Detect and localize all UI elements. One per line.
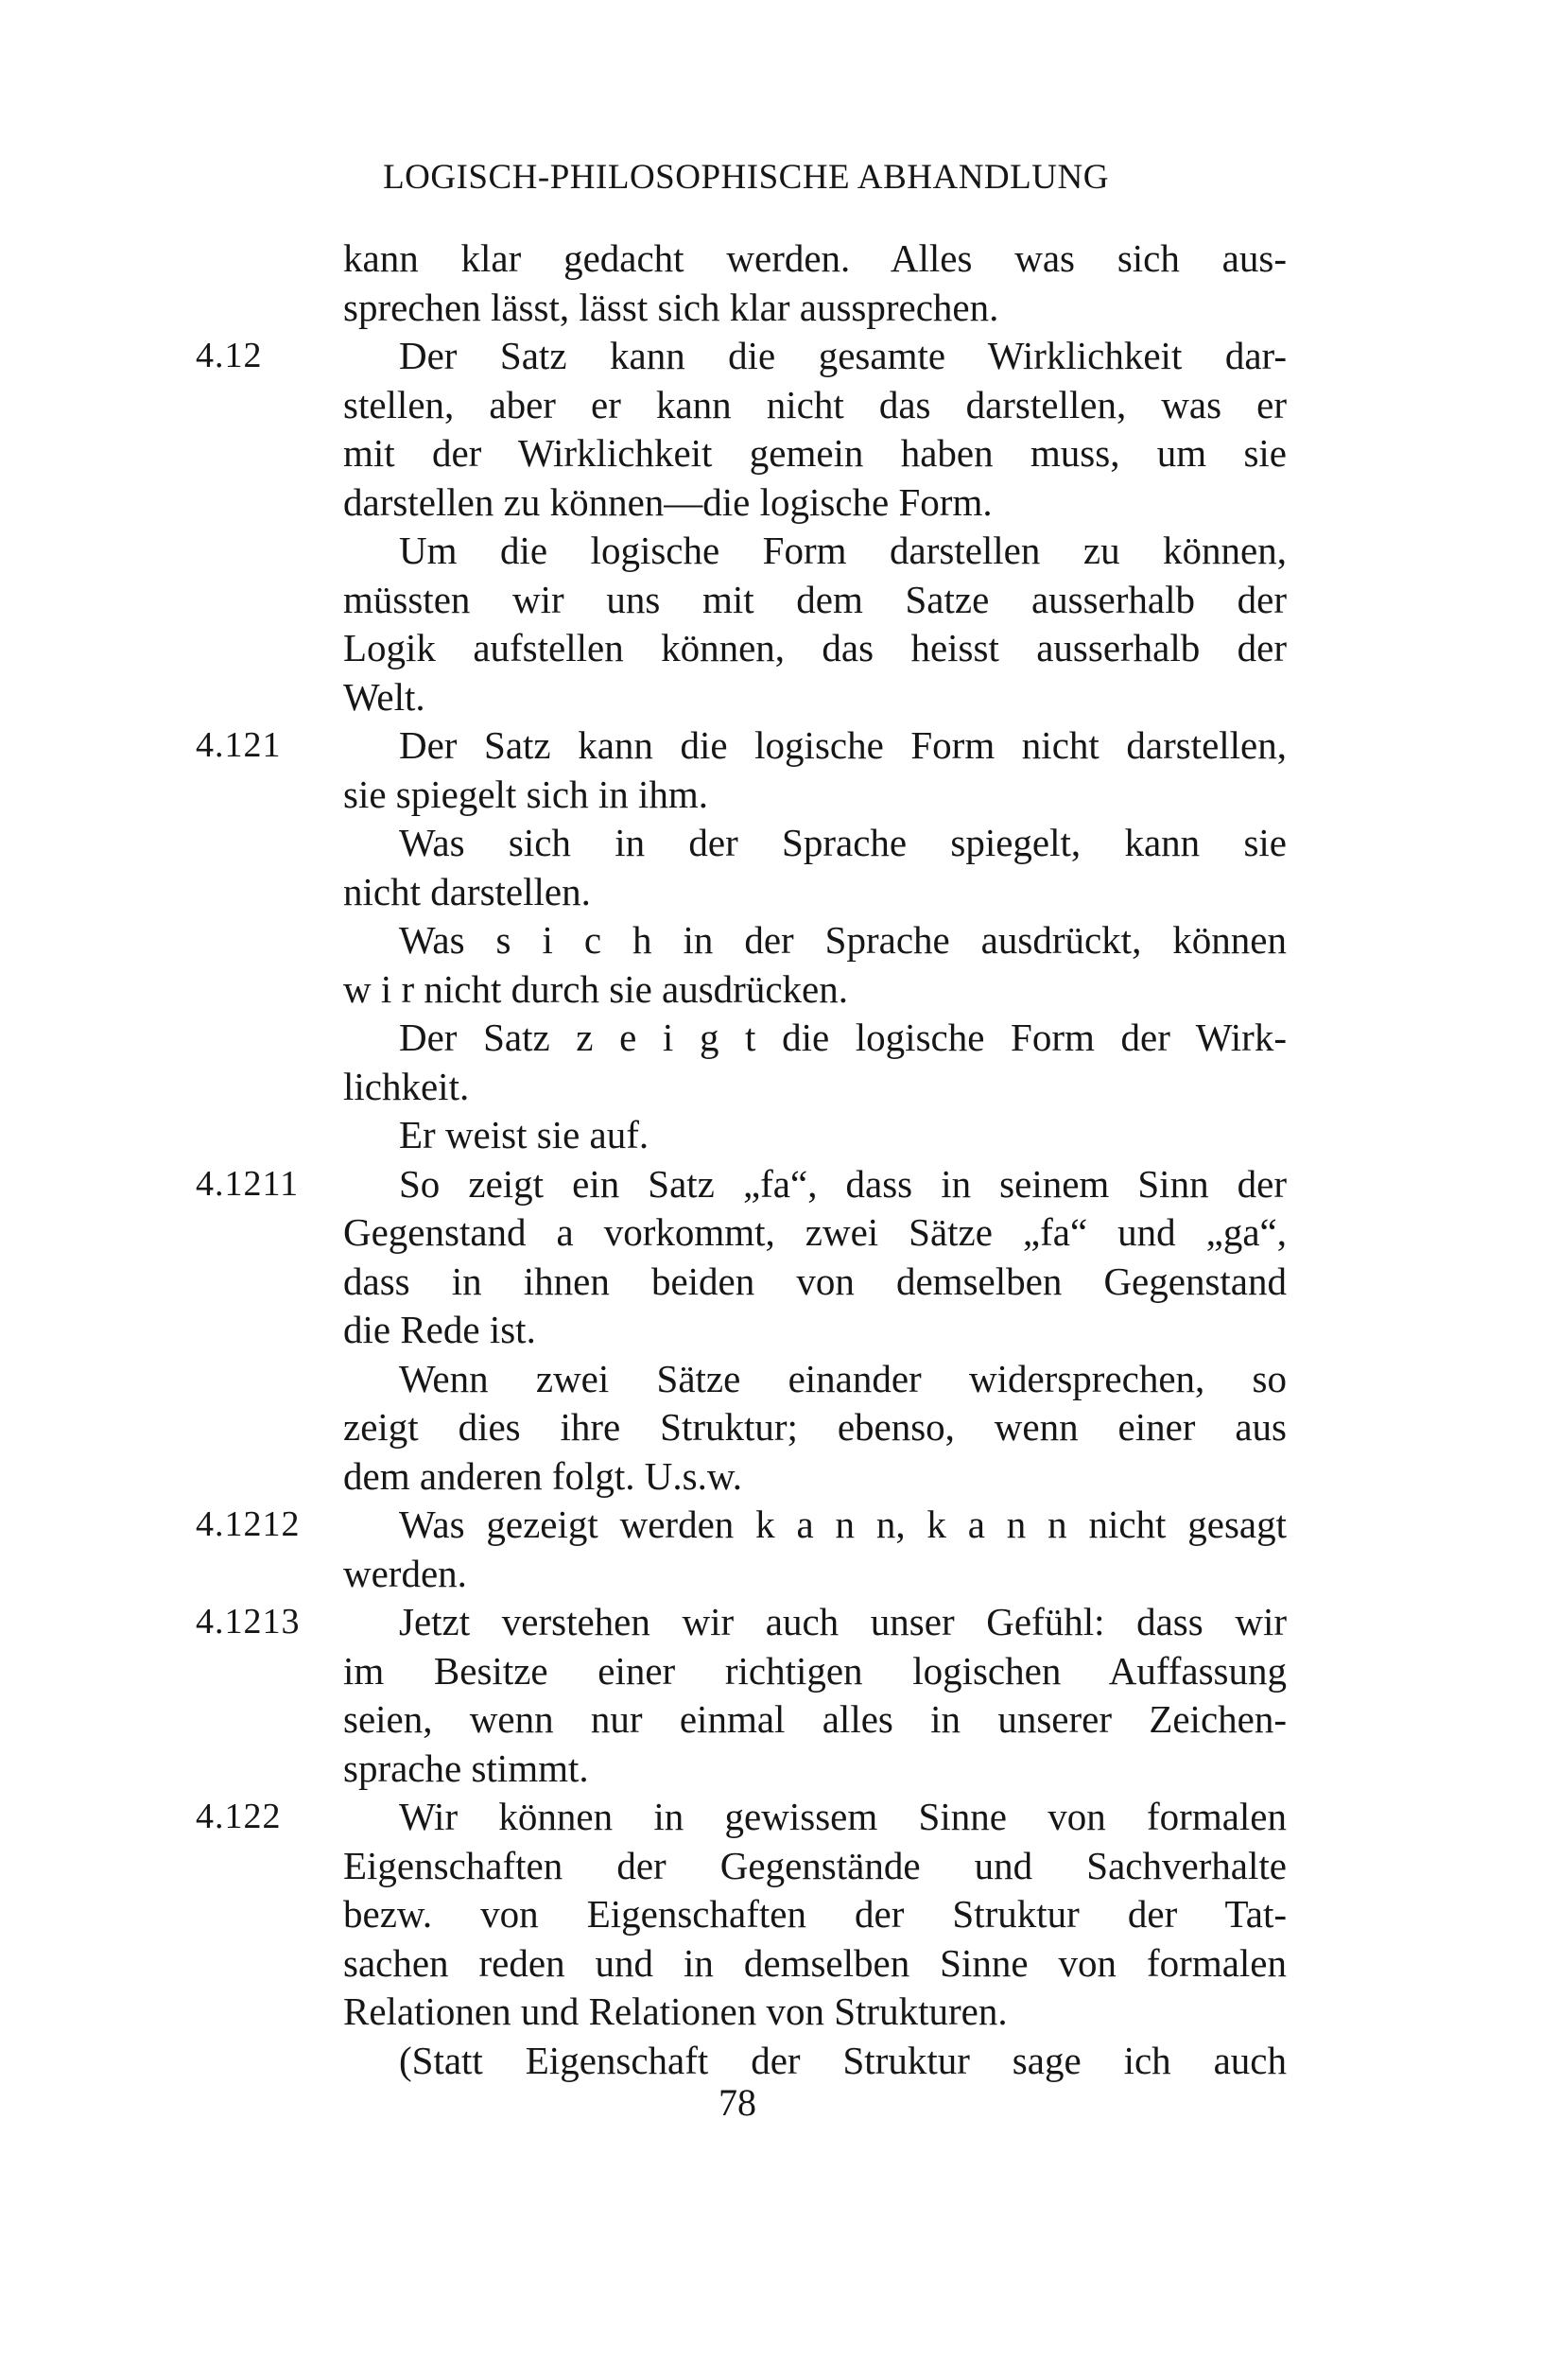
text-line [343, 2037, 1287, 2086]
text-line [343, 1452, 1287, 1502]
text-line [196, 1793, 1287, 1842]
text-line [343, 284, 1287, 333]
text-line [343, 1014, 1287, 1063]
text-line [343, 576, 1287, 625]
line-text: lichkeit. [343, 1064, 470, 1108]
line-text: werden. [343, 1551, 467, 1595]
text-line [196, 721, 1287, 771]
text-line [343, 1208, 1287, 1258]
line-text: bezw. von Eigenschaften der Struktur der Tat- [343, 1892, 1287, 1936]
line-text: Der Satz kann die gesamte Wirklichkeit dar- [399, 334, 1287, 377]
proposition-number: 4.12 [196, 336, 263, 375]
page-number: 78 [719, 2081, 756, 2124]
text-line [343, 1111, 1287, 1160]
line-text: sprache stimmt. [343, 1746, 589, 1790]
line-text: (Statt Eigenschaft der Struktur sage ich auch [399, 2038, 1287, 2082]
text-line [196, 332, 1287, 381]
text-line [343, 1063, 1287, 1112]
text-line [343, 1258, 1287, 1307]
line-text: Eigenschaften der Gegenstände und Sachverhalte [343, 1843, 1287, 1887]
text-line [343, 771, 1287, 820]
line-text: sachen reden und in demselben Sinne von formalen [343, 1940, 1287, 1985]
text-line [343, 1745, 1287, 1794]
line-text: Logik aufstellen können, das heisst ausserhalb der [343, 626, 1287, 669]
line-text: Relationen und Relationen von Strukturen. [343, 1989, 1008, 2033]
text-line [343, 624, 1287, 673]
line-text: mit der Wirklichkeit gemein haben muss, um sie [343, 431, 1287, 475]
text-line [343, 1988, 1287, 2037]
line-text: stellen, aber er kann nicht das darstellen, was er [343, 382, 1287, 426]
line-text: Wir können in gewissem Sinne von formalen [399, 1795, 1287, 1838]
line-text: Wenn zwei Sätze einander widersprechen, so [399, 1356, 1287, 1400]
text-line [343, 1695, 1287, 1745]
text-line [196, 1598, 1287, 1647]
line-text: dem anderen folgt. U.s.w. [343, 1453, 743, 1498]
line-text: Was s i c h in der Sprache ausdrückt, können [399, 918, 1287, 962]
text-body [0, 235, 1541, 2085]
text-line [343, 235, 1287, 284]
line-text: nicht darstellen. [343, 869, 591, 913]
line-text: müssten wir uns mit dem Satze ausserhalb der [343, 577, 1287, 621]
text-line [343, 1403, 1287, 1452]
text-line [196, 1501, 1287, 1550]
text-line [343, 1550, 1287, 1599]
text-line [343, 429, 1287, 478]
text-line [196, 1160, 1287, 1209]
text-line [343, 1842, 1287, 1891]
proposition-number: 4.121 [196, 725, 282, 765]
line-text: Welt. [343, 674, 425, 719]
line-text: w i r nicht durch sie ausdrücken. [343, 966, 848, 1011]
text-line [343, 965, 1287, 1015]
proposition-number: 4.1213 [196, 1602, 301, 1642]
line-text: dass in ihnen beiden von demselben Gegenstand [343, 1259, 1287, 1303]
text-line [343, 916, 1287, 965]
text-line [343, 1939, 1287, 1989]
running-head: LOGISCH-PHILOSOPHISCHE ABHANDLUNG [383, 158, 1109, 197]
text-line [343, 868, 1287, 917]
text-line [343, 673, 1287, 722]
line-text: im Besitze einer richtigen logischen Auffassung [343, 1648, 1287, 1693]
text-line [343, 1355, 1287, 1404]
proposition-number: 4.1211 [196, 1163, 300, 1204]
line-text: Was gezeigt werden k a n n, k a n n nicht gesagt [399, 1503, 1287, 1546]
text-line [343, 1647, 1287, 1696]
proposition-number: 4.1212 [196, 1504, 301, 1544]
line-text: So zeigt ein Satz „fa“, dass in seinem Sinn der [399, 1161, 1287, 1206]
text-line [343, 1306, 1287, 1355]
line-text: sie spiegelt sich in ihm. [343, 772, 709, 816]
text-line [343, 1890, 1287, 1939]
line-text: Was sich in der Sprache spiegelt, kann sie [399, 821, 1287, 864]
proposition-number: 4.122 [196, 1797, 282, 1836]
text-line [343, 527, 1287, 576]
text-line [343, 381, 1287, 430]
line-text: Er weist sie auf. [399, 1113, 649, 1156]
line-text: Gegenstand a vorkommt, zwei Sätze „fa“ und „ga“, [343, 1210, 1287, 1254]
line-text: kann klar gedacht werden. Alles was sich aus- [343, 236, 1287, 280]
line-text: Der Satz z e i g t die logische Form der Wirk- [399, 1016, 1287, 1059]
line-text: seien, wenn nur einmal alles in unserer Zeichen- [343, 1697, 1287, 1741]
line-text: zeigt dies ihre Struktur; ebenso, wenn einer aus [343, 1405, 1287, 1449]
line-text: Der Satz kann die logische Form nicht darstellen, [399, 723, 1287, 767]
line-text: die Rede ist. [343, 1308, 536, 1351]
line-text: Um die logische Form darstellen zu können, [399, 529, 1287, 572]
line-text: Jetzt verstehen wir auch unser Gefühl: dass wir [399, 1600, 1287, 1643]
text-line [343, 478, 1287, 528]
line-text: sprechen lässt, lässt sich klar aussprechen. [343, 285, 999, 329]
text-line [343, 819, 1287, 868]
line-text: darstellen zu können—die logische Form. [343, 479, 993, 524]
